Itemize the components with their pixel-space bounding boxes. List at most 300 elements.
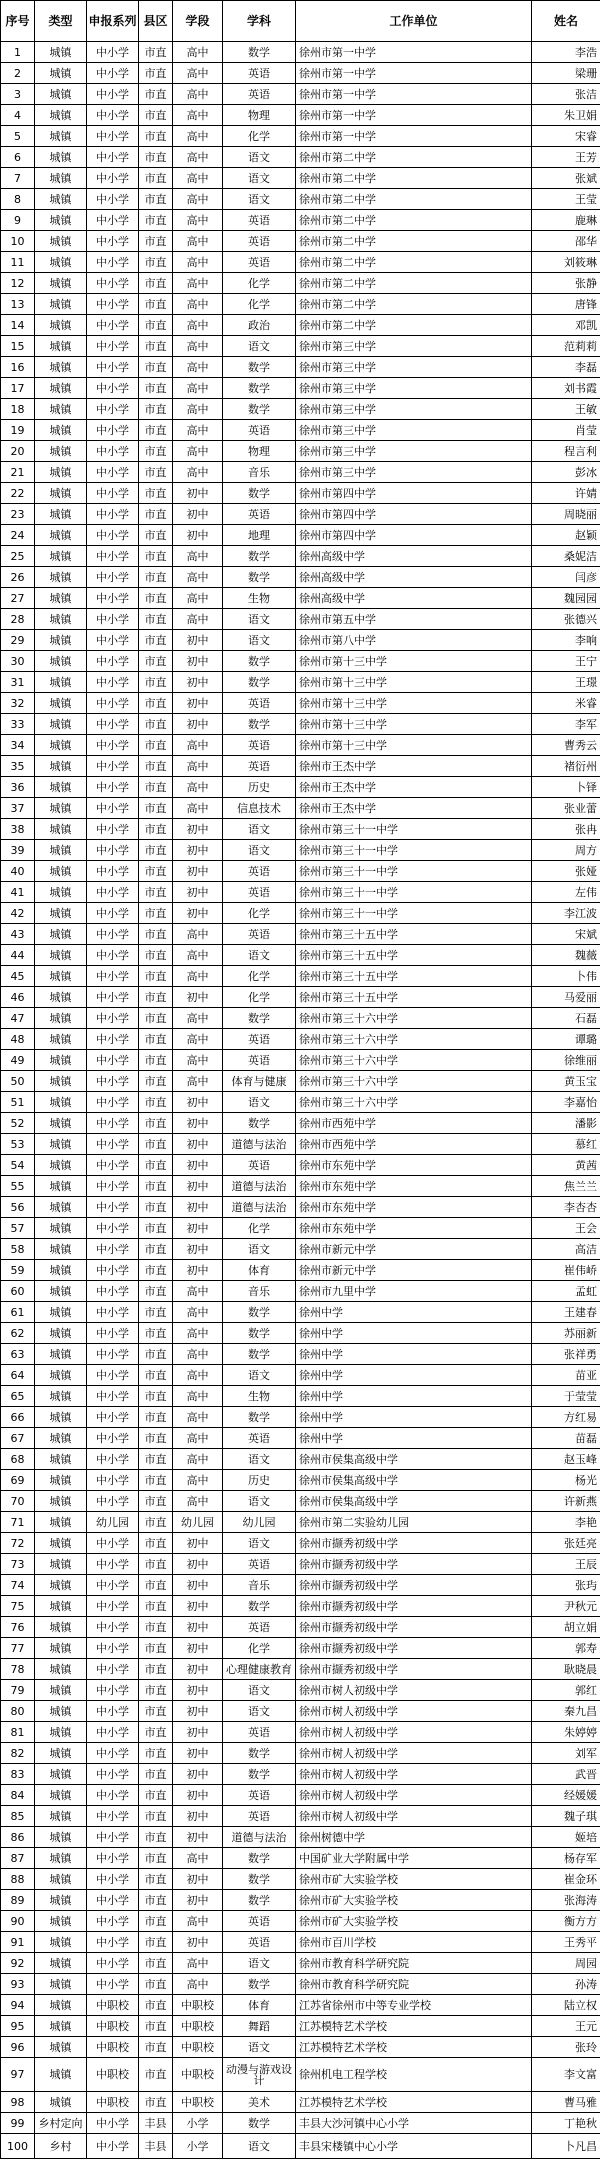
table-row [1, 462, 600, 483]
cell-type: 城镇 [35, 1890, 87, 1911]
cell-type: 城镇 [35, 1008, 87, 1029]
table-row [1, 1239, 600, 1260]
cell-name: 陆立权 [532, 1995, 600, 2016]
cell-index: 40 [1, 861, 35, 882]
cell-type: 城镇 [35, 84, 87, 105]
cell-type: 城镇 [35, 336, 87, 357]
cell-index: 97 [1, 2058, 35, 2092]
cell-stage: 高中 [173, 210, 223, 231]
cell-stage: 初中 [173, 1260, 223, 1281]
cell-type: 城镇 [35, 441, 87, 462]
cell-series: 中小学 [87, 1785, 139, 1806]
cell-county: 市直 [139, 105, 173, 126]
cell-county: 市直 [139, 777, 173, 798]
table-row [1, 504, 600, 525]
cell-county: 市直 [139, 840, 173, 861]
cell-county: 市直 [139, 441, 173, 462]
cell-workplace: 徐州高级中学 [296, 546, 532, 567]
cell-name: 马爱丽 [532, 987, 600, 1008]
cell-workplace: 徐州市第十三中学 [296, 693, 532, 714]
header-workplace: 工作单位 [296, 1, 532, 42]
cell-name: 姬培 [532, 1827, 600, 1848]
cell-type: 城镇 [35, 966, 87, 987]
cell-type: 城镇 [35, 2016, 87, 2037]
cell-stage: 初中 [173, 1575, 223, 1596]
cell-county: 市直 [139, 546, 173, 567]
cell-series: 中小学 [87, 1533, 139, 1554]
cell-subject: 英语 [223, 1911, 296, 1932]
table-row [1, 1827, 600, 1848]
cell-workplace: 徐州市第三十五中学 [296, 924, 532, 945]
cell-name: 张冉 [532, 819, 600, 840]
cell-series: 中小学 [87, 1071, 139, 1092]
cell-type: 乡村 [35, 2134, 87, 2159]
cell-county: 市直 [139, 1890, 173, 1911]
cell-type: 城镇 [35, 714, 87, 735]
table-row [1, 1974, 600, 1995]
cell-workplace: 徐州市第三十六中学 [296, 1029, 532, 1050]
cell-subject: 语文 [223, 2037, 296, 2058]
table-row [1, 1302, 600, 1323]
cell-type: 城镇 [35, 525, 87, 546]
cell-subject: 英语 [223, 504, 296, 525]
cell-index: 86 [1, 1827, 35, 1848]
cell-subject: 语文 [223, 1239, 296, 1260]
cell-name: 郭寿 [532, 1638, 600, 1659]
cell-subject: 英语 [223, 1806, 296, 1827]
cell-series: 中小学 [87, 1407, 139, 1428]
cell-workplace: 徐州市第三中学 [296, 378, 532, 399]
cell-index: 64 [1, 1365, 35, 1386]
cell-name: 孙涛 [532, 1974, 600, 1995]
table-row [1, 714, 600, 735]
cell-stage: 高中 [173, 756, 223, 777]
cell-stage: 初中 [173, 1134, 223, 1155]
table-row [1, 1785, 600, 1806]
cell-subject: 数学 [223, 1596, 296, 1617]
cell-subject: 数学 [223, 672, 296, 693]
cell-name: 唐锋 [532, 294, 600, 315]
cell-index: 26 [1, 567, 35, 588]
cell-type: 城镇 [35, 1995, 87, 2016]
table-row [1, 1659, 600, 1680]
cell-series: 中小学 [87, 861, 139, 882]
cell-stage: 初中 [173, 882, 223, 903]
cell-series: 中小学 [87, 1848, 139, 1869]
cell-subject: 生物 [223, 1386, 296, 1407]
cell-series: 中小学 [87, 903, 139, 924]
table-row [1, 168, 600, 189]
cell-workplace: 中国矿业大学附属中学 [296, 1848, 532, 1869]
cell-name: 焦兰兰 [532, 1176, 600, 1197]
cell-subject: 物理 [223, 441, 296, 462]
table-row [1, 483, 600, 504]
cell-name: 李艳 [532, 1512, 600, 1533]
cell-series: 中小学 [87, 1218, 139, 1239]
table-row [1, 840, 600, 861]
table-row [1, 1680, 600, 1701]
cell-series: 中小学 [87, 357, 139, 378]
cell-workplace: 徐州市第十三中学 [296, 672, 532, 693]
cell-county: 市直 [139, 1008, 173, 1029]
table-row [1, 1911, 600, 1932]
cell-name: 邵华 [532, 231, 600, 252]
cell-series: 中小学 [87, 1932, 139, 1953]
cell-series: 中小学 [87, 609, 139, 630]
cell-stage: 初中 [173, 1806, 223, 1827]
cell-type: 城镇 [35, 420, 87, 441]
cell-name: 经媛媛 [532, 1785, 600, 1806]
cell-index: 33 [1, 714, 35, 735]
cell-subject: 语文 [223, 336, 296, 357]
cell-index: 7 [1, 168, 35, 189]
cell-county: 市直 [139, 525, 173, 546]
cell-county: 市直 [139, 945, 173, 966]
cell-series: 中小学 [87, 1953, 139, 1974]
cell-workplace: 徐州市矿大实验学校 [296, 1911, 532, 1932]
cell-type: 城镇 [35, 945, 87, 966]
cell-county: 市直 [139, 609, 173, 630]
cell-name: 朱卫娟 [532, 105, 600, 126]
cell-name: 慕红 [532, 1134, 600, 1155]
cell-type: 城镇 [35, 378, 87, 399]
cell-series: 中小学 [87, 1575, 139, 1596]
cell-name: 于莹莹 [532, 1386, 600, 1407]
cell-name: 方红易 [532, 1407, 600, 1428]
cell-workplace: 徐州市撷秀初级中学 [296, 1638, 532, 1659]
cell-name: 桑妮洁 [532, 546, 600, 567]
cell-workplace: 徐州市第三中学 [296, 399, 532, 420]
cell-county: 市直 [139, 294, 173, 315]
cell-name: 彭冰 [532, 462, 600, 483]
cell-county: 市直 [139, 1554, 173, 1575]
cell-subject: 语文 [223, 1701, 296, 1722]
cell-series: 中小学 [87, 1491, 139, 1512]
cell-index: 73 [1, 1554, 35, 1575]
cell-series: 中小学 [87, 462, 139, 483]
cell-county: 市直 [139, 1575, 173, 1596]
cell-workplace: 徐州市侯集高级中学 [296, 1449, 532, 1470]
cell-county: 市直 [139, 1617, 173, 1638]
cell-county: 市直 [139, 1449, 173, 1470]
cell-name: 王芳 [532, 147, 600, 168]
cell-subject: 英语 [223, 861, 296, 882]
cell-series: 中小学 [87, 231, 139, 252]
cell-type: 乡村定向 [35, 2113, 87, 2134]
cell-index: 29 [1, 630, 35, 651]
table-row [1, 2113, 600, 2134]
table-row [1, 105, 600, 126]
cell-stage: 高中 [173, 924, 223, 945]
cell-stage: 高中 [173, 1407, 223, 1428]
cell-index: 94 [1, 1995, 35, 2016]
table-row [1, 567, 600, 588]
cell-index: 79 [1, 1680, 35, 1701]
cell-county: 市直 [139, 1869, 173, 1890]
cell-index: 11 [1, 252, 35, 273]
cell-subject: 化学 [223, 1218, 296, 1239]
cell-series: 中小学 [87, 1302, 139, 1323]
cell-subject: 数学 [223, 42, 296, 63]
cell-series: 中小学 [87, 294, 139, 315]
table-row [1, 819, 600, 840]
cell-index: 28 [1, 609, 35, 630]
cell-workplace: 徐州市王杰中学 [296, 798, 532, 819]
cell-index: 84 [1, 1785, 35, 1806]
cell-county: 市直 [139, 966, 173, 987]
cell-stage: 高中 [173, 336, 223, 357]
cell-workplace: 徐州中学 [296, 1323, 532, 1344]
table-row [1, 1722, 600, 1743]
cell-index: 78 [1, 1659, 35, 1680]
cell-workplace: 徐州市第三十五中学 [296, 945, 532, 966]
cell-workplace: 徐州市百川学校 [296, 1932, 532, 1953]
cell-subject: 数学 [223, 1974, 296, 1995]
cell-county: 市直 [139, 504, 173, 525]
cell-series: 中小学 [87, 924, 139, 945]
cell-series: 中小学 [87, 945, 139, 966]
cell-type: 城镇 [35, 273, 87, 294]
cell-stage: 高中 [173, 1008, 223, 1029]
table-row [1, 798, 600, 819]
cell-subject: 数学 [223, 1848, 296, 1869]
cell-type: 城镇 [35, 546, 87, 567]
cell-subject: 动漫与游戏设计 [223, 2058, 296, 2092]
cell-stage: 高中 [173, 1344, 223, 1365]
table-row [1, 1365, 600, 1386]
cell-county: 市直 [139, 1911, 173, 1932]
cell-county: 市直 [139, 336, 173, 357]
table-row [1, 1743, 600, 1764]
cell-workplace: 徐州市第二中学 [296, 315, 532, 336]
cell-county: 市直 [139, 420, 173, 441]
cell-type: 城镇 [35, 1281, 87, 1302]
cell-subject: 语文 [223, 945, 296, 966]
cell-workplace: 徐州市第二中学 [296, 273, 532, 294]
cell-stage: 高中 [173, 1281, 223, 1302]
cell-subject: 数学 [223, 1302, 296, 1323]
cell-stage: 初中 [173, 1722, 223, 1743]
cell-workplace: 徐州市树人初级中学 [296, 1701, 532, 1722]
cell-workplace: 徐州市第二中学 [296, 168, 532, 189]
cell-stage: 高中 [173, 441, 223, 462]
cell-county: 市直 [139, 189, 173, 210]
cell-type: 城镇 [35, 1050, 87, 1071]
cell-subject: 语文 [223, 1533, 296, 1554]
cell-series: 中小学 [87, 525, 139, 546]
cell-county: 市直 [139, 1155, 173, 1176]
cell-name: 卜凡昌 [532, 2134, 600, 2159]
cell-index: 76 [1, 1617, 35, 1638]
cell-type: 城镇 [35, 1428, 87, 1449]
cell-series: 中小学 [87, 1344, 139, 1365]
cell-county: 市直 [139, 1491, 173, 1512]
cell-index: 72 [1, 1533, 35, 1554]
cell-workplace: 徐州市第四中学 [296, 483, 532, 504]
cell-county: 市直 [139, 1701, 173, 1722]
cell-index: 81 [1, 1722, 35, 1743]
cell-type: 城镇 [35, 504, 87, 525]
cell-name: 左伟 [532, 882, 600, 903]
cell-type: 城镇 [35, 1176, 87, 1197]
table-row [1, 1449, 600, 1470]
cell-series: 中小学 [87, 777, 139, 798]
cell-index: 24 [1, 525, 35, 546]
cell-county: 市直 [139, 1071, 173, 1092]
cell-name: 刘军 [532, 1743, 600, 1764]
cell-subject: 英语 [223, 63, 296, 84]
cell-county: 市直 [139, 987, 173, 1008]
cell-stage: 小学 [173, 2134, 223, 2159]
cell-stage: 高中 [173, 1491, 223, 1512]
cell-subject: 数学 [223, 1008, 296, 1029]
table-row [1, 210, 600, 231]
cell-name: 郭红 [532, 1680, 600, 1701]
table-row [1, 1050, 600, 1071]
cell-workplace: 徐州机电工程学校 [296, 2058, 532, 2092]
cell-stage: 初中 [173, 1617, 223, 1638]
cell-name: 张德兴 [532, 609, 600, 630]
cell-county: 市直 [139, 2058, 173, 2092]
cell-series: 中小学 [87, 1680, 139, 1701]
cell-subject: 体育与健康 [223, 1071, 296, 1092]
cell-stage: 初中 [173, 525, 223, 546]
cell-index: 21 [1, 462, 35, 483]
cell-subject: 数学 [223, 1323, 296, 1344]
cell-stage: 初中 [173, 987, 223, 1008]
cell-type: 城镇 [35, 357, 87, 378]
cell-series: 中小学 [87, 966, 139, 987]
cell-county: 市直 [139, 1386, 173, 1407]
cell-stage: 初中 [173, 861, 223, 882]
cell-name: 张斌 [532, 168, 600, 189]
cell-type: 城镇 [35, 903, 87, 924]
cell-county: 市直 [139, 378, 173, 399]
table-row [1, 1071, 600, 1092]
cell-stage: 中职校 [173, 2092, 223, 2113]
table-row [1, 2134, 600, 2159]
cell-name: 赵颖 [532, 525, 600, 546]
cell-stage: 高中 [173, 1449, 223, 1470]
cell-subject: 英语 [223, 1155, 296, 1176]
cell-name: 高洁 [532, 1239, 600, 1260]
cell-name: 魏园园 [532, 588, 600, 609]
cell-index: 56 [1, 1197, 35, 1218]
cell-stage: 初中 [173, 1218, 223, 1239]
cell-workplace: 徐州中学 [296, 1428, 532, 1449]
cell-type: 城镇 [35, 819, 87, 840]
cell-index: 12 [1, 273, 35, 294]
cell-workplace: 徐州市第三十一中学 [296, 819, 532, 840]
table-row [1, 357, 600, 378]
cell-subject: 化学 [223, 273, 296, 294]
cell-type: 城镇 [35, 1365, 87, 1386]
cell-type: 城镇 [35, 1659, 87, 1680]
cell-name: 王建春 [532, 1302, 600, 1323]
table-row [1, 609, 600, 630]
cell-stage: 高中 [173, 63, 223, 84]
cell-workplace: 徐州市第二中学 [296, 147, 532, 168]
cell-series: 中小学 [87, 1911, 139, 1932]
cell-stage: 初中 [173, 1239, 223, 1260]
cell-name: 梁珊 [532, 63, 600, 84]
table-row [1, 924, 600, 945]
cell-series: 中小学 [87, 1113, 139, 1134]
cell-stage: 初中 [173, 1890, 223, 1911]
cell-workplace: 徐州市第三中学 [296, 441, 532, 462]
cell-index: 69 [1, 1470, 35, 1491]
cell-name: 王元 [532, 2016, 600, 2037]
cell-county: 市直 [139, 798, 173, 819]
cell-series: 中小学 [87, 1890, 139, 1911]
table-row [1, 2058, 600, 2092]
cell-type: 城镇 [35, 1617, 87, 1638]
cell-stage: 初中 [173, 1596, 223, 1617]
cell-name: 徐维丽 [532, 1050, 600, 1071]
table-row [1, 945, 600, 966]
cell-name: 张业蕾 [532, 798, 600, 819]
cell-workplace: 徐州市西苑中学 [296, 1113, 532, 1134]
cell-subject: 数学 [223, 1869, 296, 1890]
cell-subject: 英语 [223, 1050, 296, 1071]
table-row [1, 1428, 600, 1449]
cell-workplace: 江苏省徐州市中等专业学校 [296, 1995, 532, 2016]
cell-index: 75 [1, 1596, 35, 1617]
cell-name: 李响 [532, 630, 600, 651]
cell-series: 中小学 [87, 210, 139, 231]
cell-stage: 高中 [173, 546, 223, 567]
cell-type: 城镇 [35, 756, 87, 777]
cell-type: 城镇 [35, 1029, 87, 1050]
cell-series: 中小学 [87, 1176, 139, 1197]
cell-index: 85 [1, 1806, 35, 1827]
cell-index: 68 [1, 1449, 35, 1470]
cell-workplace: 徐州市撷秀初级中学 [296, 1533, 532, 1554]
cell-series: 中小学 [87, 546, 139, 567]
cell-workplace: 徐州市第三十五中学 [296, 966, 532, 987]
cell-type: 城镇 [35, 1260, 87, 1281]
cell-index: 42 [1, 903, 35, 924]
cell-workplace: 徐州树德中学 [296, 1827, 532, 1848]
cell-workplace: 徐州中学 [296, 1407, 532, 1428]
cell-workplace: 徐州市第三中学 [296, 357, 532, 378]
cell-type: 城镇 [35, 1407, 87, 1428]
cell-type: 城镇 [35, 1323, 87, 1344]
cell-subject: 音乐 [223, 1575, 296, 1596]
cell-index: 50 [1, 1071, 35, 1092]
cell-subject: 地理 [223, 525, 296, 546]
cell-subject: 英语 [223, 882, 296, 903]
cell-stage: 初中 [173, 1869, 223, 1890]
cell-workplace: 徐州市东苑中学 [296, 1155, 532, 1176]
cell-stage: 初中 [173, 1092, 223, 1113]
cell-subject: 语文 [223, 168, 296, 189]
cell-index: 87 [1, 1848, 35, 1869]
cell-workplace: 徐州市西苑中学 [296, 1134, 532, 1155]
cell-name: 周方 [532, 840, 600, 861]
cell-type: 城镇 [35, 798, 87, 819]
cell-subject: 化学 [223, 1638, 296, 1659]
cell-index: 43 [1, 924, 35, 945]
cell-subject: 英语 [223, 1554, 296, 1575]
cell-name: 曹马雅 [532, 2092, 600, 2113]
cell-stage: 初中 [173, 1155, 223, 1176]
cell-series: 中职校 [87, 2016, 139, 2037]
cell-type: 城镇 [35, 294, 87, 315]
cell-workplace: 徐州中学 [296, 1386, 532, 1407]
cell-series: 中小学 [87, 651, 139, 672]
cell-index: 38 [1, 819, 35, 840]
